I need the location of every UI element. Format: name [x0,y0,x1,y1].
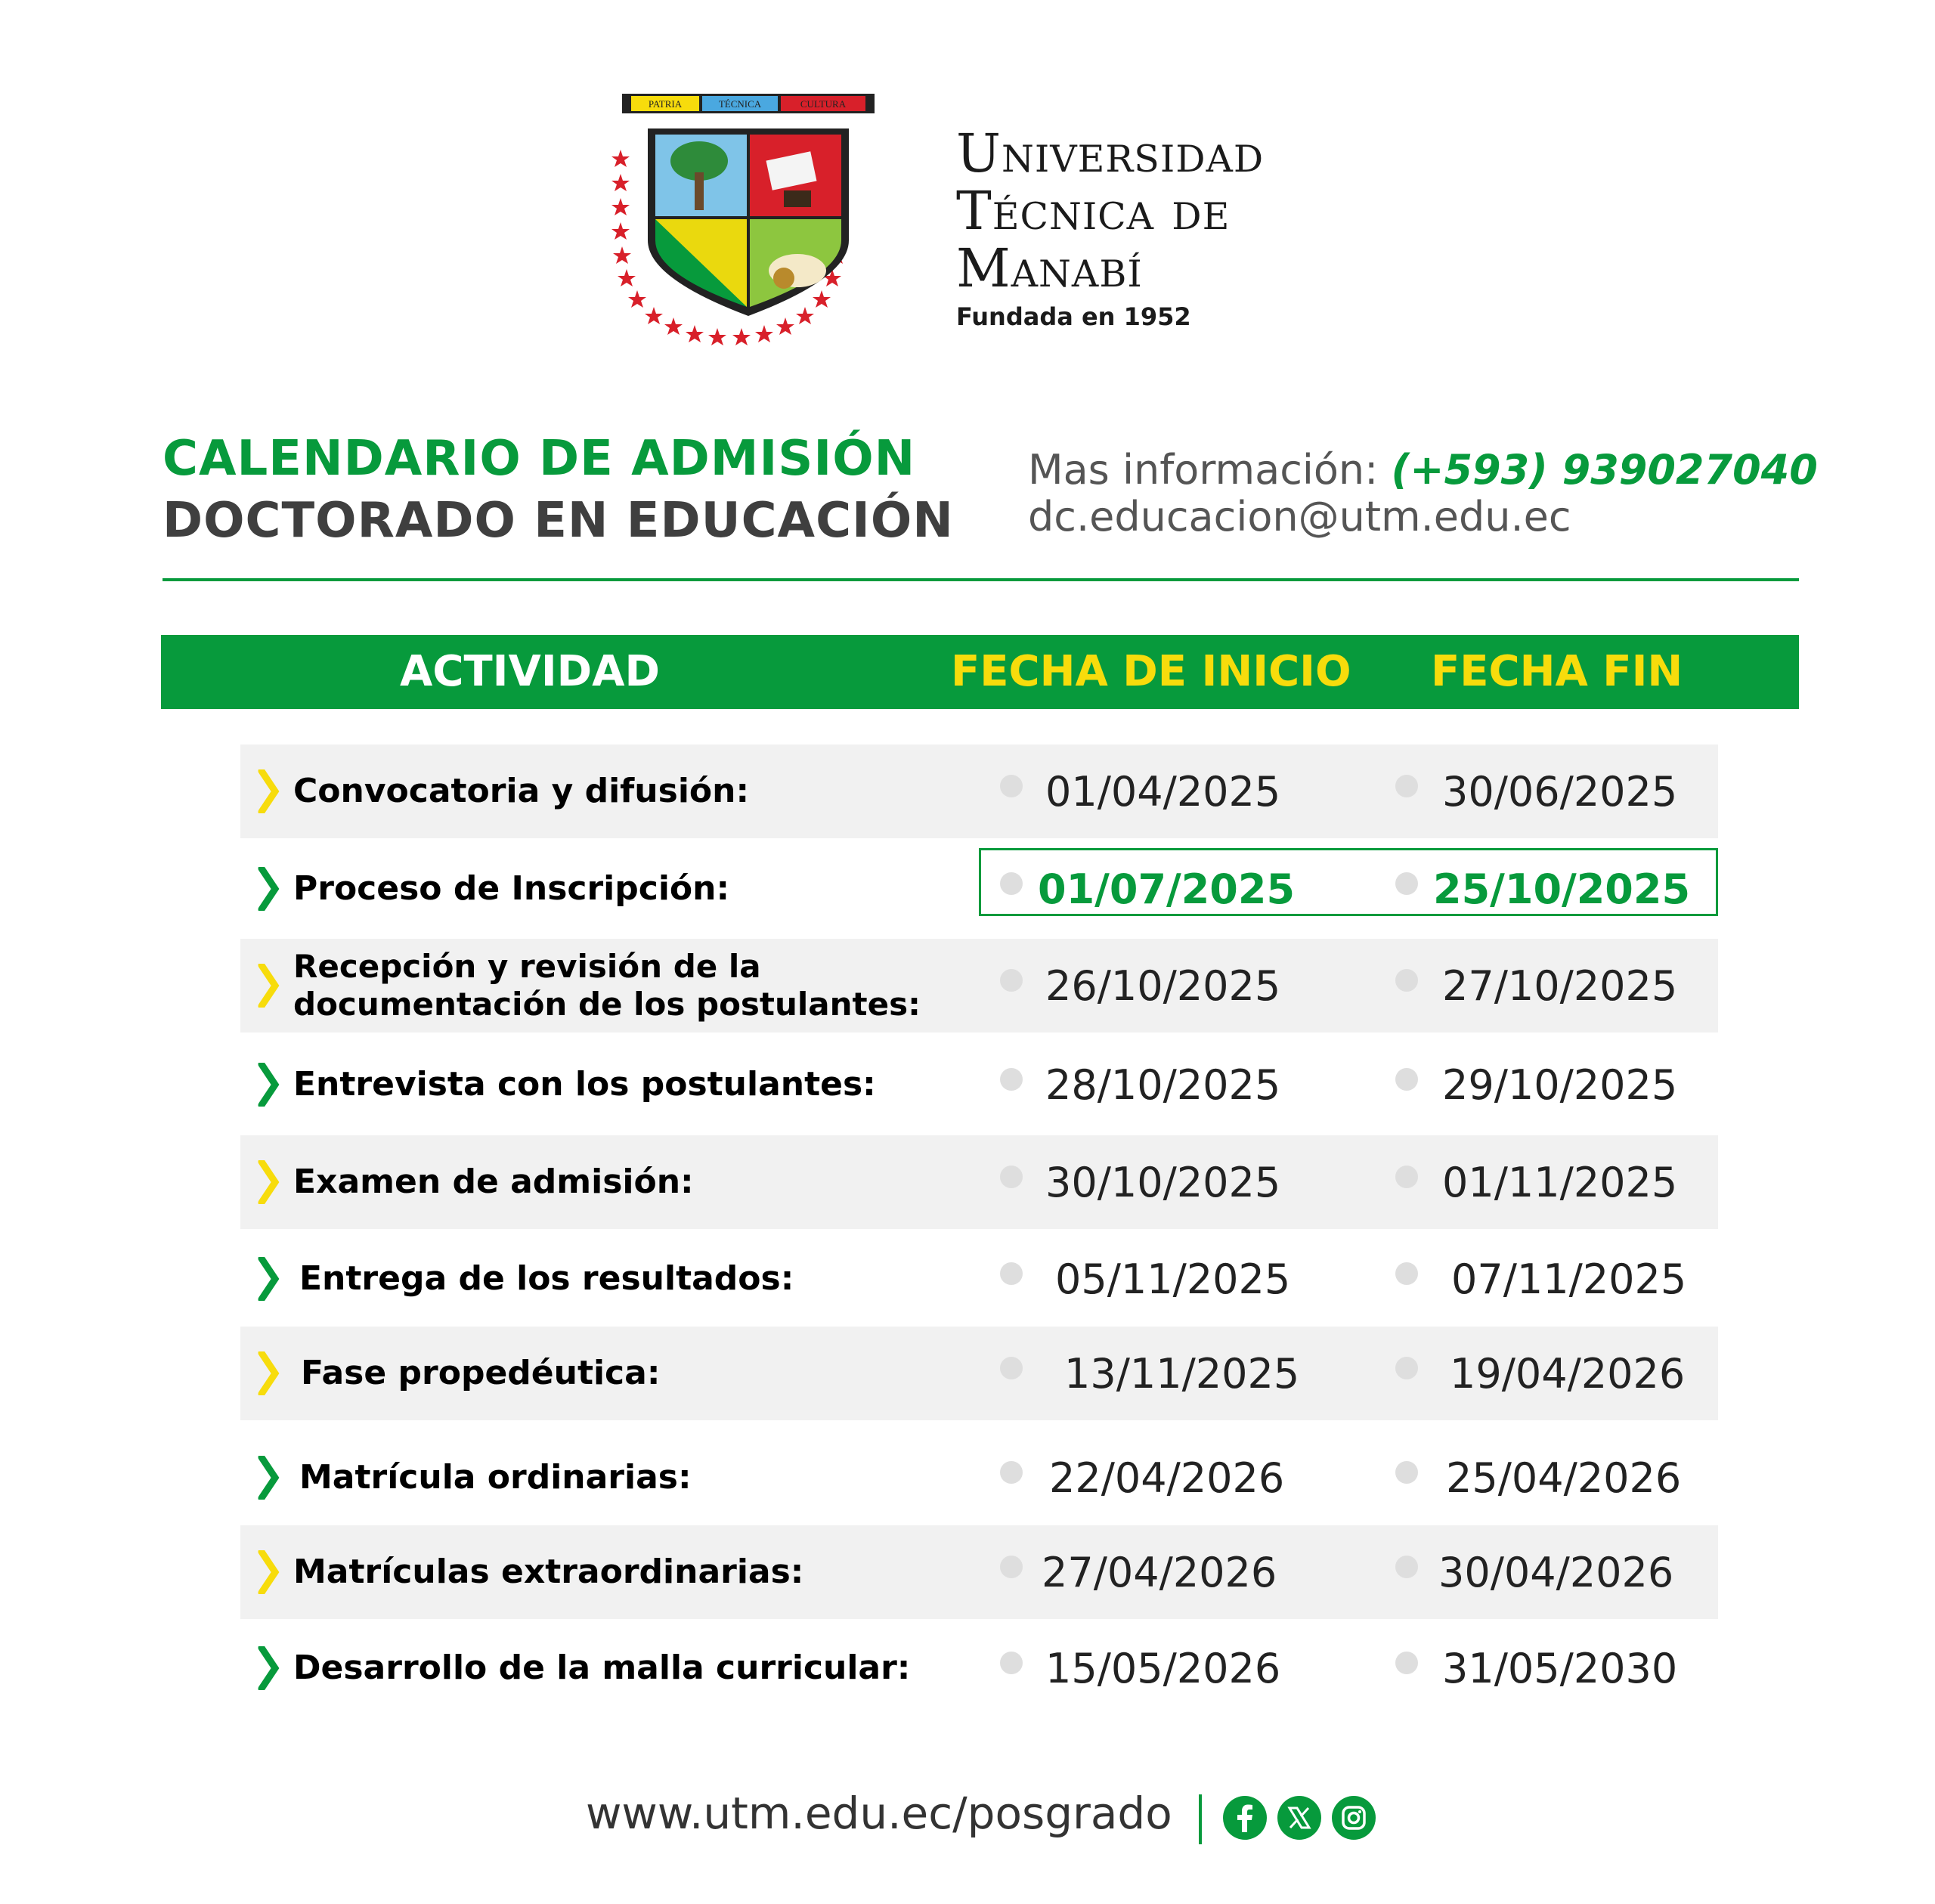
bullet-dot-icon [1395,1461,1418,1484]
start-date: 28/10/2025 [1045,1060,1281,1109]
column-header-activity: ACTIVIDAD [400,647,660,696]
chevron-right-icon [257,745,281,838]
table-row [240,1232,1718,1326]
start-date: 30/10/2025 [1045,1158,1281,1206]
chevron-right-icon [257,1232,281,1326]
table-row [240,1038,1718,1132]
university-crest-logo [608,89,888,369]
bullet-dot-icon [1000,969,1023,992]
bullet-dot-icon [1000,1357,1023,1379]
start-date: 05/11/2025 [1055,1255,1291,1303]
start-date: 13/11/2025 [1064,1349,1300,1398]
bullet-dot-icon [1395,1357,1418,1379]
start-date: 15/05/2026 [1045,1644,1281,1692]
chevron-right-icon [257,1525,281,1619]
bullet-dot-icon [1395,1556,1418,1578]
activity-label: Entrega de los resultados: [299,1259,794,1298]
table-row [240,1621,1718,1715]
bullet-dot-icon [1000,1556,1023,1578]
bullet-dot-icon [1000,1068,1023,1091]
university-name-line-3: Manabí [956,237,1143,299]
table-row [240,1327,1718,1420]
bullet-dot-icon [1000,1461,1023,1484]
table-header [161,635,1799,709]
activity-label: Recepción y revisión de la documentación de los postulantes: [293,948,921,1023]
page-title: CALENDARIO DE ADMISIÓN [163,431,916,487]
start-date: 01/07/2025 [1038,865,1296,913]
header-divider [163,578,1799,581]
activity-label: Entrevista con los postulantes: [293,1065,876,1104]
facebook-icon[interactable] [1223,1796,1267,1840]
university-name-line-2: Técnica de [956,180,1231,242]
university-name [956,122,1265,299]
website-link[interactable]: www.utm.edu.ec/posgrado [586,1788,1172,1839]
column-header-end-date: FECHA FIN [1431,647,1683,696]
footer-separator [1199,1794,1202,1844]
contact-info [1028,446,1818,494]
end-date: 31/05/2030 [1442,1644,1678,1692]
bullet-dot-icon [1395,1262,1418,1285]
end-date: 25/10/2025 [1433,865,1691,913]
end-date: 19/04/2026 [1450,1349,1686,1398]
start-date: 22/04/2026 [1049,1454,1285,1502]
end-date: 30/06/2025 [1442,767,1678,816]
bullet-dot-icon [1395,1652,1418,1674]
activity-label: Matrículas extraordinarias: [293,1553,804,1591]
bullet-dot-icon [1000,1166,1023,1188]
end-date: 30/04/2026 [1438,1548,1674,1596]
chevron-right-icon [257,939,281,1032]
table-row [240,939,1718,1032]
chevron-right-icon [257,1135,281,1229]
activity-label: Proceso de Inscripción: [293,869,730,908]
bullet-dot-icon [1000,775,1023,797]
bullet-dot-icon [1395,1166,1418,1188]
x-icon[interactable] [1277,1796,1321,1840]
table-row [240,1525,1718,1619]
contact-email[interactable]: dc.educacion@utm.edu.ec [1028,493,1571,540]
start-date: 26/10/2025 [1045,961,1281,1010]
chevron-right-icon [257,1038,281,1132]
table-row [240,1431,1718,1525]
instagram-icon[interactable] [1332,1796,1376,1840]
ribbon-cultura: CULTURA [800,98,847,110]
column-header-start-date: FECHA DE INICIO [951,647,1351,696]
end-date: 27/10/2025 [1442,961,1678,1010]
bullet-dot-icon [1000,1652,1023,1674]
end-date: 01/11/2025 [1442,1158,1678,1206]
ribbon-patria: PATRIA [648,98,683,110]
chevron-right-icon [257,842,281,936]
start-date: 01/04/2025 [1045,767,1281,816]
page-subtitle: DOCTORADO EN EDUCACIÓN [163,493,954,549]
activity-label: Desarrollo de la malla curricular: [293,1649,911,1687]
chevron-right-icon [257,1327,281,1420]
ribbon-tecnica: TÉCNICA [718,98,762,110]
contact-label: Mas información: [1028,446,1392,494]
bullet-dot-icon [1395,1068,1418,1091]
end-date: 07/11/2025 [1451,1255,1687,1303]
end-date: 25/04/2026 [1446,1454,1682,1502]
table-row [240,1135,1718,1229]
bullet-dot-icon [1395,775,1418,797]
highlight-box [979,848,1718,916]
bullet-dot-icon [1000,1262,1023,1285]
bullet-dot-icon [1395,969,1418,992]
founded-year: Fundada en 1952 [956,302,1191,331]
chevron-right-icon [257,1621,281,1715]
start-date: 27/04/2026 [1042,1548,1277,1596]
activity-label: Matrícula ordinarias: [299,1458,692,1497]
end-date: 29/10/2025 [1442,1060,1678,1109]
university-name-line-1: Universidad [956,122,1265,184]
table-row [240,745,1718,838]
chevron-right-icon [257,1431,281,1525]
activity-label: Convocatoria y difusión: [293,772,750,810]
activity-label: Fase propedéutica: [301,1354,661,1392]
activity-label: Examen de admisión: [293,1163,694,1201]
contact-phone[interactable]: (+593) 939027040 [1391,446,1818,494]
